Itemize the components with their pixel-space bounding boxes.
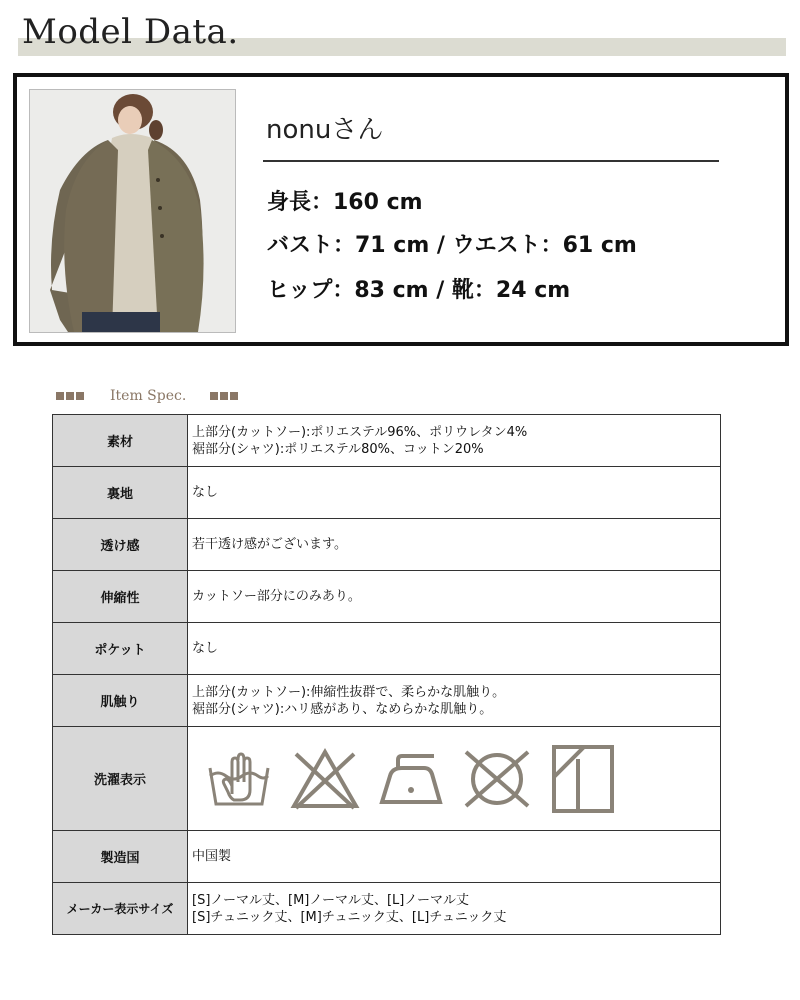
model-stat-height: 身長：160 cm — [267, 190, 423, 215]
spec-line: なし — [192, 641, 219, 656]
spec-line: なし — [192, 485, 219, 500]
hand-wash-icon — [206, 746, 272, 812]
spec-value-sheerness — [188, 519, 721, 571]
spec-table — [52, 414, 721, 935]
spec-value-material — [188, 415, 721, 467]
spec-value-texture — [188, 675, 721, 727]
spec-row-texture — [53, 675, 721, 727]
spec-line: [S]ノーマル丈、[M]ノーマル丈、[L]ノーマル丈 — [192, 892, 469, 908]
spec-line: [S]チュニック丈、[M]チュニック丈、[L]チュニック丈 — [192, 909, 507, 925]
spec-row-maker-size — [53, 883, 721, 935]
spec-row-pocket — [53, 623, 721, 675]
spec-label-stretch: 伸縮性 — [53, 571, 188, 623]
spec-value-stretch — [188, 571, 721, 623]
section-title: Model Data. — [22, 12, 239, 52]
spec-value-care — [188, 727, 721, 831]
spec-label-care: 洗濯表示 — [53, 727, 188, 831]
spec-row-lining — [53, 467, 721, 519]
model-photo — [29, 89, 236, 333]
item-spec-heading — [56, 386, 240, 406]
decor-square — [56, 392, 64, 400]
no-tumble-dry-icon — [462, 746, 532, 812]
spec-label-sheerness: 透け感 — [53, 519, 188, 571]
spec-label-maker-size: メーカー表示サイズ — [53, 883, 188, 935]
spec-value-lining — [188, 467, 721, 519]
decor-square — [66, 392, 74, 400]
spec-line: 中国製 — [192, 849, 232, 864]
spec-line: 上部分(カットソー):伸縮性抜群で、柔らかな肌触り。 — [192, 684, 506, 700]
spec-value-pocket — [188, 623, 721, 675]
spec-row-origin — [53, 831, 721, 883]
spec-row-stretch — [53, 571, 721, 623]
spec-row-care — [53, 727, 721, 831]
spec-label-lining: 裏地 — [53, 467, 188, 519]
care-icons — [192, 743, 720, 815]
model-card — [13, 73, 789, 346]
spec-line: 裾部分(シャツ):ポリエステル80%、コットン20% — [192, 441, 484, 457]
low-iron-icon — [378, 746, 444, 812]
spec-row-material — [53, 415, 721, 467]
decor-square — [210, 392, 218, 400]
decor-square — [76, 392, 84, 400]
item-spec-label: Item Spec. — [110, 388, 187, 404]
model-stat-hip-shoe: ヒップ：83 cm / 靴：24 cm — [267, 278, 571, 303]
spec-line: 若干透け感がございます。 — [192, 537, 347, 552]
spec-label-texture: 肌触り — [53, 675, 188, 727]
line-dry-shade-icon — [550, 743, 616, 815]
spec-line: 裾部分(シャツ):ハリ感があり、なめらかな肌触り。 — [192, 701, 493, 717]
decor-square — [230, 392, 238, 400]
name-divider — [263, 160, 719, 162]
spec-row-sheerness — [53, 519, 721, 571]
spec-label-origin: 製造国 — [53, 831, 188, 883]
no-bleach-icon — [290, 746, 360, 812]
spec-label-pocket: ポケット — [53, 623, 188, 675]
decor-square — [220, 392, 228, 400]
model-name: nonuさん — [266, 115, 384, 145]
spec-line: カットソー部分にのみあり。 — [192, 589, 361, 604]
spec-value-maker-size — [188, 883, 721, 935]
model-stat-bust-waist: バスト：71 cm / ウエスト：61 cm — [267, 233, 637, 258]
spec-value-origin — [188, 831, 721, 883]
spec-line: 上部分(カットソー):ポリエステル96%、ポリウレタン4% — [192, 424, 528, 440]
spec-label-material: 素材 — [53, 415, 188, 467]
